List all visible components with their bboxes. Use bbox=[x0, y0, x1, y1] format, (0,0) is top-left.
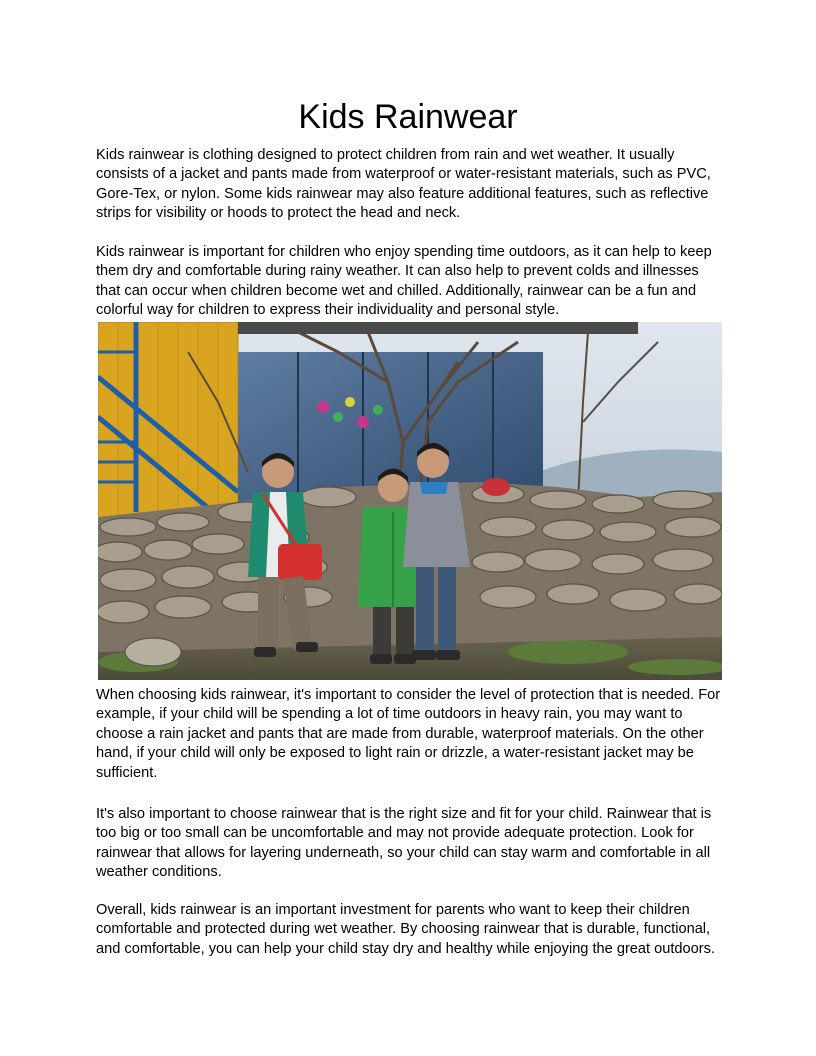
paragraph-protection-level: When choosing kids rainwear, it's important to consider the level of protection that is needed. For example, if your child will be spending a lot of time outdoors in heavy rain, you may want to choose a rain jacket and pants that are made from durable, waterproof materials. On the other hand, if your child will only be exposed to light rain or drizzle, a water-resistant jacket may be sufficient. bbox=[96, 687, 721, 781]
children-by-stone-wall-photo bbox=[98, 322, 722, 680]
page-title: Kids Rainwear bbox=[298, 98, 518, 136]
photo-illustration bbox=[98, 322, 722, 680]
paragraph-size-fit: It's also important to choose rainwear that is the right size and fit for your child. Rainwear that is too big or too small can be uncomfortable and may not provide adequate protection. Look for rainwear that allows for layering underneath, so your child can stay warm and comfortable in all weather conditions. bbox=[96, 806, 712, 881]
red-bag-on-wall bbox=[482, 478, 510, 496]
paragraph-intro: Kids rainwear is clothing designed to protect children from rain and wet weather. It usually consists of a jacket and pants made from waterproof or water-resistant materials, such as PVC, Gore-Tex, or nylon. Some kids rainwear may also feature additional features, such as reflective strips for visibility or hoods to protect the head and neck. bbox=[96, 147, 711, 222]
paragraph-conclusion: Overall, kids rainwear is an important investment for parents who want to keep their children comfortable and protected during wet weather. By choosing rainwear that is durable, functional, and comfortable, you can help your child stay dry and healthy while enjoying the great outdoors. bbox=[96, 902, 715, 957]
paragraph-importance: Kids rainwear is important for children who enjoy spending time outdoors, as it can help to keep them dry and comfortable during rainy weather. It can also help to prevent colds and illnesses that can occur when children become wet and chilled. Additionally, rainwear can be a fun and colorful way for children to express their individuality and personal style. bbox=[96, 244, 712, 319]
